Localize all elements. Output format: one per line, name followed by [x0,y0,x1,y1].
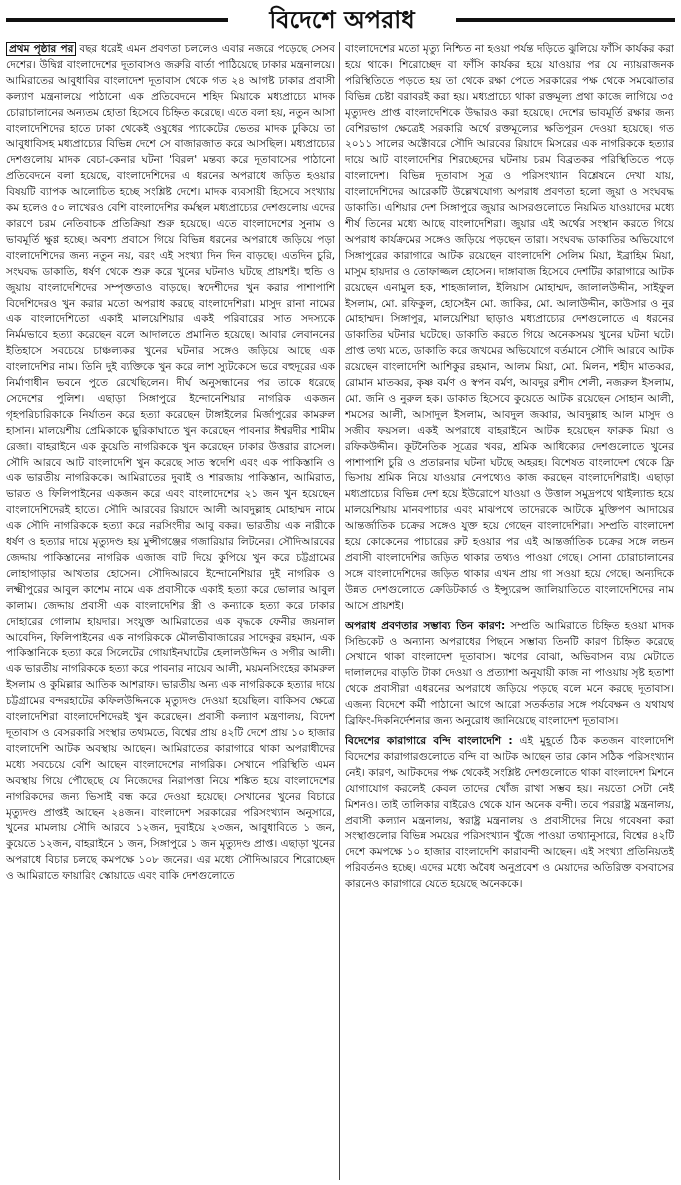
right-paragraph-3 [345,734,674,893]
left-paragraph [6,42,335,885]
right-paragraph-1-text: বাংলাদেশের মতো মৃত্যু নিশ্চিত না হওয়া পর্যন্ত দড়িতে ঝুলিয়ে ফাঁসি কার্যকর করা হয়ে থাকে। শিরোচ্ছেদ বা ফাঁসি কার্যকর হয়ে যাওয়ার পর যে ন্যায়রাজনক পরিস্থিতিতে পড়তে হয় তা থেকে রক্ষা পেতে সরকারের পক্ষ থেকে সমঝোতার বিভিন্ন চেষ্টা বরাবরই করা হয়। মধ্যপ্রাচ্যে থাকা রক্তমূল্য প্রথা কাজে লাগিয়ে ৩৫ মৃত্যুদণ্ড প্রাপ্ত বাংলাদেশিকে উদ্ধারও করা হয়েছে। দেশের ভাবমূর্তি রক্ষার জন্য বেশিরভাগ ক্ষেত্রেই সরকারি অর্থে রক্তমূল্যের ক্ষতিপূরন দেওয়া হয়েছে। গত ২০১১ সালের অক্টোবরে সৌদি আরবের রিয়াদে মিসরের এক নাগরিককে হত্যার দায়ে আট বাংলাদেশির শিরচ্ছেদের ঘটনায় চরম বিব্রতকর পরিস্থিতিতে পড়ে বাংলাদেশ। বিভিন্ন দূতাবাস সূত্র ও পরিসংখ্যান বিশ্লেষনে দেখা যায়, বাংলাদেশিদের আরেকটি উল্লেখযোগ্য অপরাধ প্রবণতা হলো জুয়া ও সংঘবদ্ধ ডাকাতি। এশিয়ার দেশ সিঙ্গাপুরে জুয়ার আসরগুলোতে নিয়মিত যাওয়াদের মধ্যে শীর্ষ তিনের মধ্যে আছে বাংলাদেশিরা। জুয়ার এই অর্থের সংস্থান করতে গিয়ে অপরাধ কার্যক্রমের সঙ্গেও জড়িয়ে পড়ছেন তারা। সংঘবদ্ধ ডাকাতির অভিযোগে সিঙ্গাপুরের কারাগারে আটক রয়েছেন বাংলাদেশি সেলিম মিয়া, ইব্রাহিম মিয়া, মাসুম হায়দার ও তোফাজ্জল হোসেন। দাঙ্গাবাজ হিসেবে দেশটির কারাগারে আটক রয়েছেন এনামুল হক, শাহজালাল, ইলিয়াস মোহাম্মদ, জালালউদ্দীন, সাইফুল ইসলাম, মো. রফিকুল, হোসেইন মো. জাকির, মো. আলাউদ্দীন, কাউসার ও নুর মোহাম্মদ। সিঙ্গাপুর, মালয়েশিয়া ছাড়াও মধ্যপ্রাচ্যের দেশগুলোতে এ ধরনের ডাকাতির ঘটনার ঘটেছে। ডাকাতি করতে গিয়ে অনেকসময় খুনের ঘটনা ঘটে। প্রাপ্ত তথ্য মতে, ডাকাতি করে জখমের অভিযোগে বর্তমানে সৌদি আরবে আটক রয়েছেন বাংলাদেশি আশিকুর রহমান, আলম মিয়া, মো. মিলন, শহীদ মাতব্বর, রোমান মাতব্বর, কৃষ্ণ বর্মণ ও স্বপন বর্মণ, আবদুর রশীদ শেলী, নজরুল ইসলাম, মো. জনি ও নুরুল হক। ডাকাত হিসেবে কুয়েতে আটক রয়েছেন সোহান আলী, শমসের আলী, আসাদুল ইসলাম, আবদুল জব্বার, আবদুল্লাহ আল মাসুদ ও সজীব ফয়সল। একই অপরাধে বাহরাইনে আটক হয়েছেন ফারুক মিয়া ও রফিকউদ্দীন। কূটনৈতিক সূত্রের খবর, শ্রমিক আধিক্যের দেশগুলোতে খুনের পাশাপাশি চুরি ও প্রতারনার ঘটনা ঘটছে অহরহ। বিশেষত বাংলাদেশ থেকে ফ্রি ভিসায় শ্রমিক নিয়ে যাওয়ার নেপথ্যেও কাজ করছেন বাংলাদেশিরাই। এছাড়া মধ্যপ্রাচ্যের বিভিন্ন দেশ হয়ে ইউরোপে যাওয়া ও উত্তাল সমুদ্রপথে থাইল্যান্ড হয়ে মালয়েশিয়ায় মানবপাচার এবং মাঝপথে তাদেরকে আটকে মুক্তিপণ আদায়ের আন্তর্জাতিক চক্রের সঙ্গেও যুক্ত হয়ে গেছেন বাংলাদেশিরা। সম্প্রতি বাংলাদেশ হয়ে কোকেনের পাচারের রুট হওয়ার পর এই আন্তর্জাতিক চক্রের সঙ্গে লন্ডন প্রবাসী বাংলাদেশির জড়িত থাকার তথ্যও পাওয়া গেছে। সোনা চোরাচালানের সঙ্গে বাংলাদেশিদের জড়িত থাকার এখন প্রায় গা সওয়া হয়ে গেছে। অন্যদিকে উন্নত দেশগুলোতে ক্রেডিটকার্ড ও ইন্স্যুরেন্স জালিয়াতিতে বাংলাদেশিদের নাম আসে প্রায়শই। [345,43,674,612]
right-column [345,42,674,1180]
column-divider [339,42,340,1180]
title-rule-left [6,18,228,22]
subheading-prisoners: বিদেশের কারাগারে বন্দি বাংলাদেশি : [345,734,513,747]
continuation-tag: প্রথম পৃষ্ঠার পর [6,42,76,56]
title-rule-right [456,18,675,22]
right-paragraph-2-text: সম্প্রতি আমিরাতে চিহ্নিত হওয়া মাদক সিন্ডিকেট ও অন্যান্য অপরাধের পিছনে সম্ভাব্য তিনটি কারণ চিহ্নিত করেছে সেখানে থাকা বাংলাদেশ দূতাবাস। ঋণের বোঝা, অভিবাসন ব্যয় মেটাতে দালালদের বাড়তি টাকা দেওয়া ও প্রত্যাশা অনুযায়ী কাজ না পাওয়ায় সৃষ্ট হতাশা থেকে প্রবাসীরা এধরনের অপরাধে জড়িয়ে পড়ছে বলে মনে করছে দূতাবাস। এজন্য বিদেশে কর্মী পাঠানো আগে আরো সতর্কতার সঙ্গে পর্যবেক্ষন ও যথাযথ ব্রিফিং-দিকনির্দেশনার জন্য অনুরোধ জানিয়েছে বাংলাদেশ দূতাবাস। [345,619,674,728]
masthead [0,0,681,40]
right-paragraph-3-text: এই মুহূর্তে ঠিক কতজন বাংলাদেশি বিদেশের কারাগারগুলোতে বন্দি বা আটক আছেন তার কোন সঠিক পরিসংখ্যান নেই। কারণ, আটকদের পক্ষ থেকেই সংশ্লিষ্ট দেশগুলোতে থাকা বাংলাদেশ মিশনে যোগাযোগ করলেই কেবল তাদের খোঁজ রাখা সম্ভব হয়। নয়তো সেটা নেই মিশনও। তাই তালিকার বাইরেও থেকে যান অনেক বন্দী। তবে পররাষ্ট্র মন্ত্রনালয়, প্রবাসী কল্যান মন্ত্রনালয়, স্বরাষ্ট্র মন্ত্রনালয় ও প্রবাসীদের নিয়ে গবেষনা করা সংস্থাগুলোর বিভিন্ন সময়ের পরিসংখ্যান খুঁজে পাওয়া তথ্যানুসারে, বিশ্বের ৪২টি দেশে কমপক্ষে ১০ হাজার বাংলাদেশি কারাবন্দী আছেন। এই সংখ্যা প্রতিনিয়তই পরিবর্তনও হচ্ছে। এদের মধ্যে অবৈধ অনুপ্রবেশ ও মেয়াদের অতিরিক্ত বসবাসের কারনেও কারাগারে যেতে হয়েছে অনেককে। [345,734,674,891]
left-paragraph-text: বছর ধরেই এমন প্রবণতা চললেও এবার নজরে পড়েছে সেসব দেশের। উদ্বিগ্ন বাংলাদেশের দূতাবাসও জরুরি বার্তা পাঠিয়েছে ঢাকার মন্ত্রনালয়ে। আমিরাতের আবুধাবির বাংলাদেশ দূতাবাস থেকে গত ২৪ আগষ্ট ঢাকার প্রবাসী কল্যাণ মন্ত্রনালয়ে পাঠানো এক প্রতিবেদনে শহিদ মিয়াকে মধ্যপ্রাচ্যে মাদক চোরাচালানের অন্যতম হোতা হিসেবে চিহ্নিত করেছে। এতে বলা হয়, নতুন আসা বাংলাদেশিদের হাতে ঢাকা থেকেই ওষুধের প্যাকেটের ভেতর মাদক ঢুকিয়ে তা আবুধাবিসহ মধ্যপ্রাচ্যের বিভিন্ন দেশে সে বাজারজাত করে আসছিল। মধ্যপ্রাচ্যের দেশগুলোয় মাদক বেচা-কেনার ঘটনা 'বিরল' মন্তব্য করে দূতাবাসের পাঠানো প্রতিবেদনে বলা হয়েছে, বাংলাদেশিদের এ ধরনের অপরাধে জড়িত হওয়ার বিষয়টি ব্যাপক আলোচিত হচ্ছে সংশ্লিষ্ট দেশে। মাদক ব্যবসায়ী হিসেবে সংখ্যায় কম হলেও ৫০ লাখেরও বেশি বাংলাদেশির কর্মস্থল মধ্যপ্রাচ্যের দেশগুলোয় এদের কারণে চরম নেতিবাচক প্রতিক্রিয়া শুরু হয়েছে। এতে বাংলাদেশের সুনাম ও ভাবমূর্তি ক্ষুণ্ণ হচ্ছে। অবশ্য প্রবাসে গিয়ে বিভিন্ন ধরনের অপরাধে জড়িয়ে পড়া বাংলাদেশিদের জন্য নতুন নয়, বরং এই সংখ্যা দিন দিন বাড়ছে। এতদিন চুরি, সংঘবদ্ধ ডাকাতি, ধর্ষণ থেকে শুরু করে খুনের ঘটনাও ঘটছে প্রায়শই। হুন্ডি ও জুয়ায় বাংলাদেশিদের সম্পৃক্ততাও বাড়ছে। স্বদেশীদের খুন করার পাশাপাশি বিদেশিদেরও খুন করার মতো অপরাধ করছে বাংলাদেশিরা। মাসুদ রানা নামের এক বাংলাদেশিতো একাই মালয়েশিয়ার একই পরিবারের সাত সদস্যকে নির্মমভাবে হত্যা করেছেন বলে আদালতে প্রমানিত হয়েছে। আবার লেবাননের ইতিহাসে সবচেয়ে চাঞ্চল্যকর খুনের ঘটনার সঙ্গেও জড়িয়ে আছে এক বাংলাদেশির নাম। তিনি দুই ব্যক্তিকে খুন করে লাশ স্যুটকেসে ভরে বহুদূরের এক নির্মাণাধীন ভবনে পুতে রেখেছিলেন। দীর্ঘ অনুসন্ধানের পর তাকে ধরেছে সেদেশের পুলিশ। এছাড়া সিঙ্গাপুরে ইন্দোনেশিয়ার নাগরিক একজন গৃহপরিচারিকাকে নির্যাতন করে হত্যা করেছেন টাঙ্গাইলের মির্জাপুরের কামরুল হাসান। মালয়েশীয় প্রেমিকাকে ছুরিকাঘাতে খুন করেছেন পাবনার ঈশ্বরদীর শামীম রেজা। বাহরাইনে এক কুয়েতি নাগরিককে খুন করেছেন ঢাকার উত্তরার রাসেল। সৌদি আরবে আট বাংলাদেশি খুন করেছে সাত স্বদেশি এবং এক পাকিস্তানি ও এক ভারতীয় নাগরিককে। আমিরাতের দুবাই ও শারজায় পাকিস্তান, আমিরাত, ভারত ও ফিলিপাইনের একজন করে এবং বাংলাদেশের ২১ জন খুন হয়েছেন বাংলাদেশিদেরই হাতে। সৌদি আরবের রিয়াদে আলী আবদুল্লাহ মোহাম্মদ নামে এক সৌদি নাগরিককে হত্যা করে নরসিংদীর আবু বকর। ভারতীয় এক নারীকে ধর্ষণ ও হত্যার দায়ে মৃত্যুদণ্ড হয় মুন্সীগঞ্জের গজারিয়ার লিটনের। সৌদিআরবের জেদ্দায় পাকিস্তানের নাগরিক এজাজ বাট দিয়ে কুপিয়ে খুন করে চট্টগ্রামের লোহাগাড়ার আখতার হোসেন। সৌদিআরবে ইন্দোনেশিয়ার দুই নাগরিক ও লক্ষ্মীপুরের আবুল কাশেম নামে এক প্রবাসীকে একাই হত্যা করে ভোলার আবুল কালাম। জেদ্দায় প্রবাসী এক বাংলাদেশির স্ত্রী ও কন্যাকে হত্যা করে ঢাকার দোহারের গোলাম হায়দার। সংযুক্ত আমিরাতের এক বৃদ্ধকে ফেনীর জয়নাল আবেদিন, ফিলিপাইনের এক নাগরিককে মৌলভীবাজারের সাদেকুর রহমান, এক পাকিস্তানিকে হত্যা করে সিলেটের গোয়াইনঘাটের হেলালউদ্দিন ও সগীর আলী। এক ভারতীয় নাগরিককে হত্যা করে পাবনার নায়েব আলী, ময়মনসিংহের কামরুল ইসলাম ও কুমিল্লার আতিক আশরাফ। ভারতীয় অন্য এক নাগরিককে হত্যার দায়ে চট্টগ্রামের বন্দরহাটের কফিলউদ্দিনকে মৃত্যুদণ্ড দেওয়া হয়েছিল। বাকিসব ক্ষেত্রে বাংলাদেশিরা বাংলাদেশিদেরই খুন করেছেন। প্রবাসী কল্যাণ মন্ত্রণালয়, বিদেশ দূতাবাস ও বেসরকারি সংস্থার তথ্যমতে, বিশ্বের প্রায় ৪২টি দেশে প্রায় ১০ হাজার বাংলাদেশি আটক অবস্থায় আছেন। আমিরাতের কারাগারে থাকা অপরাধীদের মধ্যে সবচেয়ে বেশি আছেন বাংলাদেশের নাগরিক। সেখানে পরিস্থিতি এমন অবস্থায় গিয়ে পৌছেছে যে নিজেদের নিরাপত্তা নিয়ে শঙ্কিত হয়ে বাংলাদেশের নাগরিকদের জন্য ভিসাই বন্ধ করে দেওয়া হয়েছে। সেখানের খুনের বিচারে মৃত্যুদণ্ড প্রাপ্তই আছেন ২৪জন। বাংলাদেশ সরকারের পরিসংখ্যান অনুসারে, খুনের মামলায় সৌদি আরবে ১২জন, দুবাইয়ে ২৩জন, আবুধাবিতে ১ জন, কুয়েতে ১২জন, বাহরাইনে ১ জন, সিঙ্গাপুরে ১ জন মৃত্যুদণ্ড প্রাপ্ত। এছাড়া খুনের অপরাধে বিচার চলছে কমপক্ষে ১০৮ জনের। এর মধ্যে সৌদিআরবে শিরোচ্ছেদ ও আমিরাতে ফায়ারিং স্কোয়াডে এবং বাকি দেশগুলোতে [6,43,335,883]
page-title: বিদেশে অপরাধ [269,6,415,34]
left-column [6,42,335,1180]
right-paragraph-1 [345,42,674,615]
right-paragraph-2 [345,619,674,730]
subheading-causes: অপরাধ প্রবণতার সম্ভাব্য তিন কারণ: [345,619,506,632]
